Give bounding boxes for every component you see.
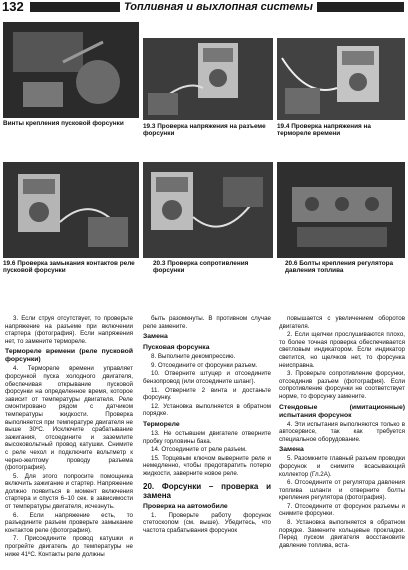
engine-photo-1 [3,22,139,118]
photo-thermo-time-voltage [277,38,405,120]
text-column-2 [143,315,271,535]
section-heading: Замена [143,333,168,341]
multimeter-photo-2 [277,38,405,120]
photo-caption: 19.3 Проверка напряжения на разъеме форсунки [143,123,266,138]
engine-photo-2 [277,162,405,258]
paragraph: 7. Присоедините провод катушки и прогрейте двигатель до температуры не ниже 41ºС. Контакты реле должны [5,535,133,558]
paragraph: повышается с увеличением оборотов двигателя. [279,315,405,330]
paragraph: 13. Не остывшем двигателе отверните пробку горловины бака. [143,429,271,445]
section-heading: Замена [279,446,304,454]
paragraph: 6. Если напряжение есть, то разъедините разъем проверьте замыкание контактов реле (фотография). [5,511,133,534]
paragraph: 14. Отсоедините от реле разъем. [151,446,247,454]
paragraph: 8. Установка выполняется в обратном порядке. Замените кольцевые прокладки. Перед пуском двигателя восстановите давление топлива, вста- [279,519,405,549]
paragraph: 11. Отверните 2 винта и достаньте форсунку. [143,386,271,402]
paragraph: 10. Отверните штуцер и отсоедините бензопровод (или отсоедините шланг). [143,370,271,385]
paragraph: 1. Проверьте работу форсунок стетоскопом (см. выше). Убедитесь, что частота срабатывания форсунок [143,511,271,534]
page-header [0,0,408,14]
paragraph: 5. Разомкните главный разъем проводки форсунок и снимите всасывающий коллектор (Гл.2А). [279,455,405,478]
photo-caption: 19.4 Проверка напряжения на термореле времени [277,123,371,138]
photo-caption: Винты крепления пусковой форсунки [3,120,124,127]
paragraph: 12. Установка выполняется в обратном порядке. [143,402,271,418]
section-heading: Пусковая форсунка [143,344,210,352]
paragraph: быть разомкнуты. В противном случае реле замените. [143,315,271,330]
paragraph: 3. Проверьте сопротивление форсунки, отсоединив разъем (фотография). Если сопротивление форсунки не соответствует норме, то форсунку замените. [279,370,405,400]
photo-caption: 19.6 Проверка замыкания контактов реле пусковой форсунки [3,260,135,275]
multimeter-photo-4 [143,162,273,258]
text-column-3 [279,315,405,550]
section-heading: Термореле времени (реле пусковой форсунки) [5,348,133,364]
section-heading: Стендовые (имитационные) испытания форсунок [279,403,405,419]
paragraph: 8. Выполните декомпрессию. [151,353,236,361]
text-column-1 [5,315,133,559]
multimeter-photo-1 [143,38,273,120]
paragraph: 6. Отсоедините от регулятора давления топлива шланги и отверните болты крепления регулятора (фотография). [279,479,405,502]
paragraph: 15. Торцевым ключом выверните реле и немедленно, чтобы предотвратить потерю жидкости, заверните новое реле. [143,454,271,477]
page-number: 132 [2,0,24,14]
paragraph: 7. Отсоедините от форсунок разъемы и снимите форсунки. [279,502,405,518]
paragraph: 4. Эти испытания выполняются только в автосервисе, так как требуется специальное оборудование. [279,420,405,443]
photo-caption: 20.3 Проверка сопротивления форсунки [153,260,249,275]
page-title: Топливная и выхлопная системы [120,0,317,14]
paragraph: 4. Термореле времени управляет форсункой пуска холодного двигателя, обеспечивая открывание пусковой форсунки на определенное время, которое зависит от температуры двигателя. Реле смонтировано рядом с датчиком температуры жидкости. Проверка выполняется при температуре двигателя не выше 30ºС. Исключите срабатывание зажигания, отсоедините и заземлите высоковольтный провод катушки. Снимите с реле чехол и подключите вольтметр к черно-желтому проводу разъема (фотография). [5,365,133,472]
photo-injector-voltage [143,38,273,120]
section-heading: Проверка на автомобиле [143,502,228,510]
section-heading: Термореле [143,420,180,428]
paragraph: 9. Отсоедините от форсунки разъем. [151,361,258,369]
photo-caption: 20.6 Болты крепления регулятора давления топлива [285,260,394,275]
section-heading: 20. Форсунки – проверка и замена [143,481,271,500]
photo-pressure-regulator-bolts [277,162,405,258]
photo-relay-contacts [3,162,139,258]
photo-injector-resistance [143,162,273,258]
photo-start-injector-screws [3,22,139,118]
paragraph: 2. Если щелчки прослушиваются плохо, то более точная проверка обеспечивается светловым индикатором. Если индикатор светится, но щелчков нет, то форсунка неисправна. [279,331,405,369]
multimeter-photo-3 [3,162,139,258]
paragraph: 5. Для этого попросите помощника включить зажигание и стартер. Напряжение должно появиться в момент включения стартера и спустя 6–10 сек. в зависимости от температуры двигателя, исчезнуть. [5,472,133,511]
paragraph: 3. Если струя отсутствует, то проверьте напряжение на разъеме при включении стартера (фотография). Если напряжения нет, то замените термореле. [5,315,133,345]
